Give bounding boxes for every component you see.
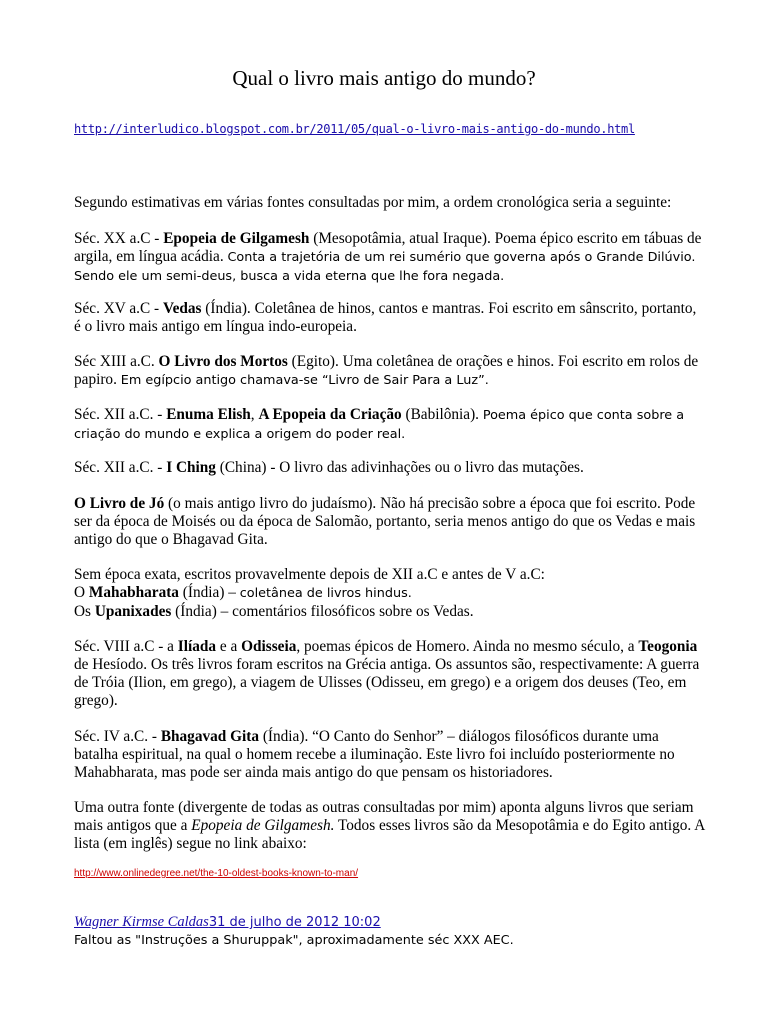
source-link-line (74, 122, 635, 136)
p8-bold-3: Teogonia (638, 638, 698, 655)
p7-line1: Sem época exata, escritos provavelmente depois de XII a.C e antes de V a.C: (74, 566, 545, 583)
p7-line2 (74, 584, 706, 603)
p7-text-1: (Índia) – (178, 584, 240, 601)
p9-bold: Bhagavad Gita (160, 728, 259, 745)
comment-header (74, 913, 381, 932)
p2-text: (Índia). Coletânea de hinos, cantos e mantras. Foi escrito em sânscrito, portanto, é o livro mais antigo em língua indo-europeia. (74, 300, 697, 335)
p4-prefix: Séc. XII a.C. - (74, 406, 167, 423)
comment-date-link[interactable]: 31 de julho de 2012 10:02 (208, 915, 381, 930)
p1-sans-text: Conta a trajetória de um rei sumério que governa após o Grande Dilúvio. Sendo ele um semi-deus, busca a vida eterna que lhe fora negada. (74, 250, 696, 284)
p3-text: (Egito). Uma coletânea de orações e hinos. Foi escrito em rolos de papiro. (74, 353, 699, 388)
p10-italic: Epopeia de Gilgamesh. (191, 817, 335, 834)
p7-sans-text: coletânea de livros hindus. (239, 586, 412, 601)
p7-bold-1: Mahabharata (88, 584, 179, 601)
p1-prefix: Séc. XX a.C - (74, 230, 164, 247)
p10-text-2: Todos esses livros são da Mesopotâmia e do Egito antigo. A lista (em inglês) segue no link abaixo: (74, 817, 705, 852)
paragraph-outra-fonte (74, 799, 706, 853)
p3-bold: O Livro dos Mortos (158, 353, 288, 370)
p7-line3 (74, 603, 706, 621)
paragraph-i-ching (74, 459, 706, 477)
p6-text: (o mais antigo livro do judaísmo). Não há precisão sobre a época que foi escrito. Pode ser da época de Moisés ou da época de Salomão, portanto, seria menos antigo do que os Vedas e mais antigo do que o Bhagavad Gita. (74, 495, 696, 548)
paragraph-gilgamesh (74, 230, 706, 286)
p8-bold-2: Odisseia (241, 638, 297, 655)
paragraph-livro-de-jo (74, 495, 706, 549)
p7-prefix: O (74, 584, 89, 601)
p1-bold: Epopeia de Gilgamesh (163, 230, 310, 247)
paragraph-livro-dos-mortos (74, 353, 706, 390)
p7-prefix-2: Os (74, 603, 95, 620)
paragraph-iliada (74, 638, 706, 710)
p10-text-1: Uma outra fonte (divergente de todas as outras consultadas por mim) aponta alguns livros que seriam mais antigos que a (74, 799, 694, 834)
p8-text-1: e a (216, 638, 242, 655)
comment-text: Faltou as "Instruções a Shuruppak", aproximadamente séc XXX AEC. (74, 933, 514, 948)
paragraph-sem-epoca (74, 566, 706, 621)
p7-text-2: (Índia) – comentários filosóficos sobre os Vedas. (171, 603, 474, 620)
paragraph-bhagavad-gita (74, 728, 706, 782)
p8-prefix: Séc. VIII a.C - a (74, 638, 178, 655)
p8-bold-1: Ilíada (177, 638, 217, 655)
p5-bold: I Ching (166, 459, 216, 476)
p4-comma: , (250, 406, 259, 423)
p4-bold-2: A Epopeia da Criação (258, 406, 402, 423)
p4-bold-1: Enuma Elish (166, 406, 251, 423)
p3-prefix: Séc XIII a.C. (74, 353, 159, 370)
paragraph-enuma-elish (74, 406, 706, 444)
p9-text: (Índia). “O Canto do Senhor” – diálogos filosóficos durante uma batalha espiritual, na qual o homem recebe a iluminação. Este livro foi incluído posteriormente no Mahabharata, mas pode ser ainda mais antigo do que pensam os historiadores. (74, 728, 675, 781)
p7-bold-2: Upanixades (94, 603, 172, 620)
p4-sans-text: Poema épico que conta sobre a criação do mundo e explica a origem do poder real. (74, 408, 685, 442)
p3-sans-text: Em egípcio antigo chamava-se “Livro de Sair Para a Luz”. (120, 373, 489, 388)
second-link-line (74, 868, 358, 879)
p5-prefix: Séc. XII a.C. - (74, 459, 167, 476)
p8-text-3: de Hesíodo. Os três livros foram escritos na Grécia antiga. Os assuntos são, respectivamente: A guerra de Tróia (Ilion, em grego), a viagem de Ulisses (Odisseu, em grego) e a origem dos deuses (Teo, em grego). (74, 656, 700, 709)
p2-prefix: Séc. XV a.C - (74, 300, 163, 317)
intro-paragraph: Segundo estimativas em várias fontes consultadas por mim, a ordem cronológica seria a seguinte: (74, 194, 672, 211)
paragraph-vedas (74, 300, 706, 336)
source-link[interactable]: http://interludico.blogspot.com.br/2011/05/qual-o-livro-mais-antigo-do-mundo.html (74, 122, 635, 136)
p1-text: (Mesopotâmia, atual Iraque). Poema épico escrito em tábuas de argila, em língua acádia. (74, 230, 702, 265)
p4-text: (Babilônia). (401, 406, 483, 423)
page-title: Qual o livro mais antigo do mundo? (232, 66, 536, 90)
p8-text-2: , poemas épicos de Homero. Ainda no mesmo século, a (296, 638, 639, 655)
second-link[interactable]: http://www.onlinedegree.net/the-10-oldest-books-known-to-man/ (74, 868, 359, 879)
p6-bold: O Livro de Jó (74, 495, 165, 512)
p2-bold: Vedas (162, 300, 202, 317)
p5-text: (China) - O livro das adivinhações ou o livro das mutações. (215, 459, 584, 476)
comment-author-link[interactable]: Wagner Kirmse Caldas (74, 914, 209, 930)
p9-prefix: Séc. IV a.C. - (74, 728, 161, 745)
